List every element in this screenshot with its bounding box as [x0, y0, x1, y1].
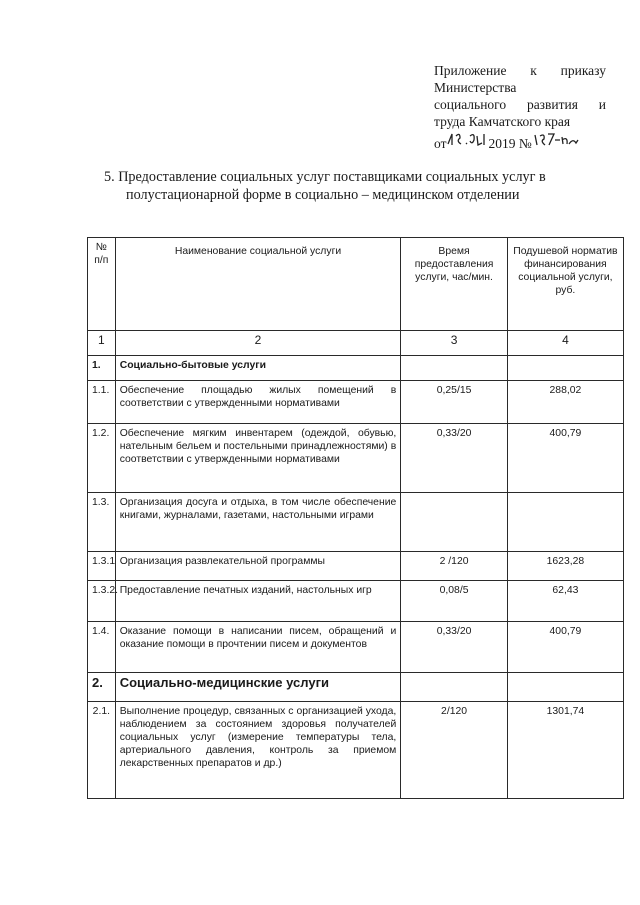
annex-date-line [434, 130, 606, 152]
column-number: 4 [507, 331, 623, 356]
column-number: 2 [115, 331, 401, 356]
annex-line-2: Министерства [434, 80, 517, 95]
table-row [88, 424, 624, 493]
table-row [88, 673, 624, 702]
table-row [88, 622, 624, 673]
row-number: 1.3.1 [88, 552, 116, 581]
service-name: Организация развлекательной программы [115, 552, 401, 581]
date-prefix: от [434, 136, 447, 151]
service-norm [507, 673, 623, 702]
service-time: 0,08/5 [401, 581, 508, 622]
row-number: 2.1. [88, 702, 116, 799]
service-name: Социально-бытовые услуги [115, 356, 401, 381]
table-row [88, 581, 624, 622]
annex-word: социального [434, 97, 507, 112]
row-number: 1. [88, 356, 116, 381]
service-norm: 62,43 [507, 581, 623, 622]
header-time: Время предоставления услуги, час/мин. [401, 238, 508, 331]
annex-line-1 [434, 62, 606, 79]
annex-block [434, 62, 606, 152]
service-norm: 1623,28 [507, 552, 623, 581]
service-norm: 1301,74 [507, 702, 623, 799]
handwritten-date [446, 130, 488, 148]
table-header-row [88, 238, 624, 331]
service-name: Социально-медицинские услуги [115, 673, 401, 702]
services-table [87, 237, 624, 799]
service-norm [507, 356, 623, 381]
column-number: 3 [401, 331, 508, 356]
service-norm: 400,79 [507, 424, 623, 493]
row-number: 1.3.2. [88, 581, 116, 622]
service-time [401, 493, 508, 552]
row-number: 1.4. [88, 622, 116, 673]
service-name: Обеспечение мягким инвентарем (одеждой, обувью, нательным бельем и постельными принадлежностями) в соответствии с утвержденными нормативами [115, 424, 401, 493]
service-time [401, 673, 508, 702]
column-number-row [88, 331, 624, 356]
service-name: Обеспечение площадью жилых помещений в соответствии с утвержденными нормативами [115, 381, 401, 424]
section-title [104, 168, 624, 204]
table-row [88, 493, 624, 552]
row-number: 1.3. [88, 493, 116, 552]
service-name: Оказание помощи в написании писем, обращений и оказание помощи в прочтении писем и документов [115, 622, 401, 673]
service-name: Организация досуга и отдыха, в том числе обеспечение книгами, журналами, газетами, настольными играми [115, 493, 401, 552]
row-number: 1.1. [88, 381, 116, 424]
section-title-line-2: полустационарной форме в социально – медицинском отделении [126, 187, 520, 203]
header-norm: Подушевой норматив финансирования социальной услуги, руб. [507, 238, 623, 331]
service-norm: 288,02 [507, 381, 623, 424]
row-number: 1.2. [88, 424, 116, 493]
service-time: 0,33/20 [401, 424, 508, 493]
annex-line-4: труда Камчатского края [434, 114, 571, 129]
service-time: 0,25/15 [401, 381, 508, 424]
service-norm [507, 493, 623, 552]
service-time: 2 /120 [401, 552, 508, 581]
service-time: 0,33/20 [401, 622, 508, 673]
table-row [88, 552, 624, 581]
table-row [88, 381, 624, 424]
annex-word: и [598, 97, 606, 112]
row-number: 2. [88, 673, 116, 702]
table-row [88, 702, 624, 799]
date-year: 2019 № [488, 136, 532, 151]
annex-word: к [530, 63, 537, 78]
header-name: Наименование социальной услуги [115, 238, 401, 331]
annex-word: развития [526, 97, 578, 112]
service-name: Выполнение процедур, связанных с организацией ухода, наблюдением за состоянием здоровья получателей социальных услуг (измерение температуры тела, артериального давления, контроль за приемом лекарственных препаратов и др.) [115, 702, 401, 799]
section-title-line-1: 5. Предоставление социальных услуг поставщиками социальных услуг в [104, 169, 546, 185]
header-num: № п/п [88, 238, 116, 331]
service-norm: 400,79 [507, 622, 623, 673]
service-name: Предоставление печатных изданий, настольных игр [115, 581, 401, 622]
annex-word: Приложение [434, 63, 507, 78]
column-number: 1 [88, 331, 116, 356]
annex-word: приказу [560, 63, 606, 78]
service-time: 2/120 [401, 702, 508, 799]
table-row [88, 356, 624, 381]
handwritten-order-number [532, 130, 580, 148]
annex-line-3 [434, 96, 606, 113]
service-time [401, 356, 508, 381]
